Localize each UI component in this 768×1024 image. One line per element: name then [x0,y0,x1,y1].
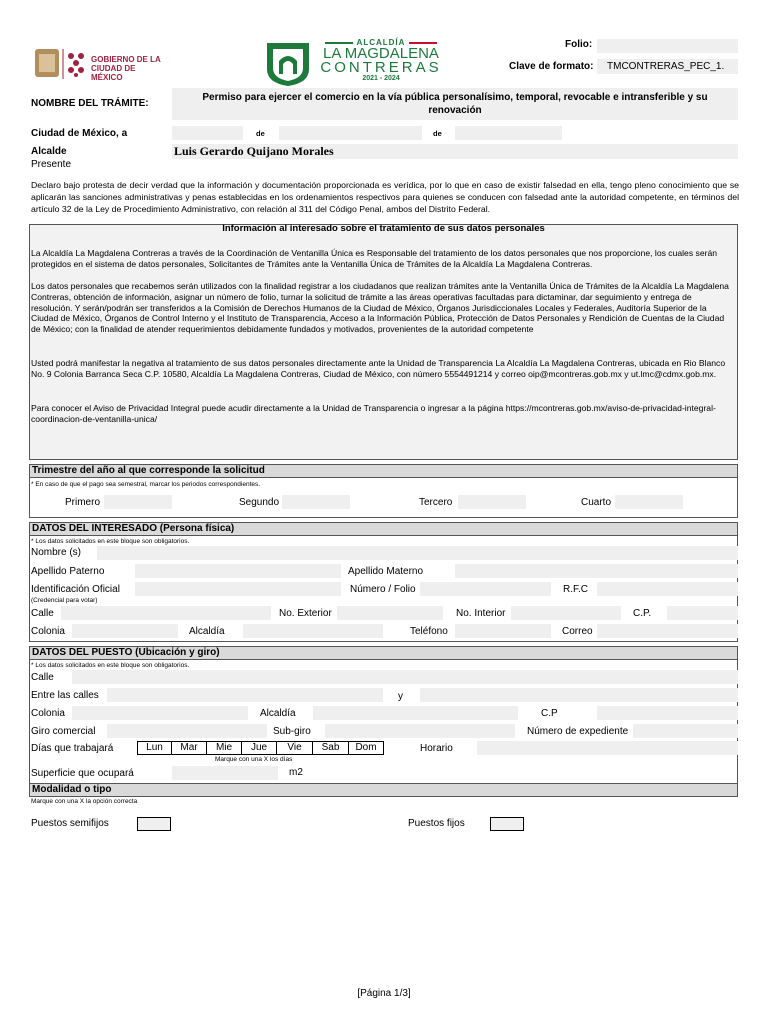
modalidad-note: Marque con una X la opción correcta [31,798,138,805]
trimestre-primero-box[interactable] [104,495,172,509]
dias-label: Días que trabajará [31,743,114,754]
modalidad-title: Modalidad o tipo [29,783,738,797]
dia-vie-box[interactable]: Vie [276,741,313,755]
puesto-colonia-label: Colonia [31,708,65,719]
privacidad-p4: Para conocer el Aviso de Privacidad Integral puede acudir directamente a la Unidad de Transparencia o ingresar a la página https://mcontreras.gob.mx/aviso-de-privacidad-integral-coordinacion-de-ventanilla-unica/ [31,403,716,424]
trimestre-segundo-box[interactable] [282,495,350,509]
entre-calles-y: y [398,691,403,702]
privacidad-p1: La Alcaldía La Magdalena Contreras a través de la Coordinación de Ventanilla Única es Responsable del tratamiento de los datos personales que nos proporcione, los cuales serán protegidos en el sistema de datos personales, Solicitantes de Trámites ante la Ventanilla Única de Trámites de la Alcaldía La Magdalena Contreras. [31,248,718,269]
cp-field[interactable] [667,606,738,620]
ciudad-label: Ciudad de México, a [31,128,128,139]
trimestre-tercero: Tercero [419,497,453,508]
puesto-note: * Los datos solicitados en este bloque son obligatorios. [31,662,190,669]
calle-field[interactable] [61,606,271,620]
fijos-checkbox[interactable] [490,817,524,831]
no-interior-label: No. Interior [456,608,506,619]
clave-formato-label: Clave de formato: [509,61,594,72]
entre-calles-field-1[interactable] [107,688,383,702]
subgiro-field[interactable] [325,724,515,738]
alcaldia-field[interactable] [243,624,383,638]
rfc-field[interactable] [597,582,738,596]
dia-sab-box[interactable]: Sab [312,741,349,755]
alcalde-name: Luis Gerardo Quijano Morales [172,144,738,159]
page-number: [Página 1/3] [357,988,411,999]
calle-label: Calle [31,608,54,619]
semifijos-label: Puestos semifijos [31,818,109,829]
horario-label: Horario [420,743,453,754]
apellido-paterno-label: Apellido Paterno [31,566,105,577]
presente-label: Presente [31,159,72,170]
dia-mie-box[interactable]: Mie [206,741,242,755]
numero-folio-field[interactable] [420,582,551,596]
dia-mar-box[interactable]: Mar [171,741,207,755]
dia-lun-box[interactable]: Lun [137,741,172,755]
puesto-cp-field[interactable] [597,706,738,720]
nombre-field[interactable] [97,546,738,560]
colonia-field[interactable] [72,624,178,638]
colonia-label: Colonia [31,626,65,637]
m2-label: m2 [289,767,303,778]
apellido-materno-label: Apellido Materno [348,566,424,577]
numero-folio-label: Número / Folio [350,584,416,595]
giro-field[interactable] [107,724,267,738]
entre-calles-field-2[interactable] [420,688,738,702]
entre-calles-label: Entre las calles [31,690,99,701]
interesado-title: DATOS DEL INTERESADO (Persona física) [29,522,738,536]
dia-jue-box[interactable]: Jue [241,741,277,755]
dia-dom-box[interactable]: Dom [348,741,384,755]
puesto-alcaldia-label: Alcaldía [260,708,296,719]
trimestre-title: Trimestre del año al que corresponde la solicitud [29,464,738,478]
correo-field[interactable] [597,624,738,638]
tramite-value: Permiso para ejercer el comercio en la vía pública personalísimo, temporal, revocable e intransferible y su renovación [172,88,738,120]
semifijos-checkbox[interactable] [137,817,171,831]
alcaldia-name1: LA MAGDALENA [323,45,439,62]
puesto-calle-field[interactable] [72,670,738,684]
declaracion-text: Declaro bajo protesta de decir verdad que la información y documentación proporcionada es verídica, por lo que en caso de existir falsedad en ella, tengo pleno conocimiento que se aplicarán las sanciones administrativas y penas establecidas en los ordenamientos respectivos para quienes se conducen con falsedad ante la autoridad competente, en términos del artículo 32 de la Ley de Procedimiento Administrativo, con relación al 311 del Código Penal, ambos del Distrito Federal. [31,180,739,214]
giro-label: Giro comercial [31,726,96,737]
privacidad-title: Información al interesado sobre el tratamiento de sus datos personales [222,223,545,234]
apellido-materno-field[interactable] [455,564,738,578]
cp-label: C.P. [633,608,652,619]
fecha-mes-field[interactable] [279,126,422,140]
identificacion-label: Identificación Oficial [31,584,120,595]
no-exterior-label: No. Exterior [279,608,332,619]
fecha-anio-field[interactable] [455,126,562,140]
folio-field[interactable] [597,39,738,53]
telefono-field[interactable] [455,624,551,638]
expediente-field[interactable] [633,724,738,738]
expediente-label: Número de expediente [527,726,629,737]
privacidad-p3: Usted podrá manifestar la negativa al tratamiento de sus datos personales directamente ante la Unidad de Transparencia La Alcaldía La Magdalena Contreras, ubicada en Rio Blanco No. 9 Colonia Barranca Seca C.P. 10580, Alcaldía La Magdalena Contreras, Ciudad de México, con número 5554491214 y correo oip@mcontreras.gob.mx y ut.lmc@cdmx.gob.mx. [31,358,726,379]
fecha-de2: de [433,129,442,138]
rfc-label: R.F.C [563,584,588,595]
dias-note: Marque con una X los días [215,756,293,763]
correo-label: Correo [562,626,593,637]
privacidad-p2: Los datos personales que recabemos serán utilizados con la finalidad registrar a los ciudadanos que realizan trámites ante la Ventanilla Única de Trámites de la Alcaldía La Magdalena Contreras, obtención de información, asignar un número de folio, turnar la solicitud de trámite a las áreas operativas facultadas para dictaminar, dar seguimiento y entrega de resolución. Y serán/podrán ser transferidos a la Comisión de Derechos Humanos de la Ciudad de México, Órganos Jurisdiccionales Locales y Federales, Auditoría Superior de la Ciudad de México, Órganos de Control Interno y el Instituto de Transparencia, Acceso a la Información Pública, Protección de Datos Personales y Rendición de Cuentas de la Ciudad de México; con la finalidad de atender requerimientos debidamente fundados y motivados, provenientes de la autoridad competente [31,281,729,335]
tramite-label: NOMBRE DEL TRÁMITE: [31,98,149,109]
alcaldia-logo [263,37,448,87]
nombre-label: Nombre (s) [31,547,82,558]
superficie-label: Superficie que ocupará [31,768,134,779]
alcaldia-name2: CONTRERAS [320,59,442,76]
cdmx-emblem-icon [33,47,97,81]
trimestre-segundo: Segundo [239,497,280,508]
alcaldia-shield-icon [263,39,313,87]
identificacion-note: (Credencial para votar) [31,597,98,604]
fijos-label: Puestos fijos [408,818,465,829]
telefono-label: Teléfono [410,626,448,637]
alcaldia-years: 2021 - 2024 [362,75,400,82]
trimestre-cuarto: Cuarto [581,497,612,508]
cdmx-logo-line1: GOBIERNO DE LA [91,55,161,64]
trimestre-note: * En caso de que el pago sea semestral, marcar los periodos correspondientes. [31,481,261,488]
trimestre-box [29,464,738,518]
alcaldia-label: Alcaldía [189,626,225,637]
alcaldia-top-text: ALCALDÍA [356,38,406,47]
apellido-paterno-field[interactable] [135,564,341,578]
trimestre-primero: Primero [65,497,101,508]
fecha-de1: de [256,129,265,138]
trimestre-cuarto-box[interactable] [615,495,683,509]
fecha-dia-field[interactable] [172,126,243,140]
no-exterior-field[interactable] [337,606,443,620]
puesto-title: DATOS DEL PUESTO (Ubicación y giro) [29,646,738,660]
horario-field[interactable] [477,741,738,755]
interesado-note: * Los datos solicitados en este bloque son obligatorios. [31,538,190,545]
cdmx-logo-line2: CIUDAD DE MÉXICO [91,64,136,82]
folio-label: Folio: [565,39,593,50]
puesto-colonia-field[interactable] [72,706,248,720]
alcalde-label: Alcalde [31,146,67,157]
subgiro-label: Sub-giro [273,726,311,737]
superficie-field[interactable] [172,766,278,780]
puesto-alcaldia-field[interactable] [313,706,518,720]
clave-formato-field: TMCONTRERAS_PEC_1. [597,59,738,74]
puesto-cp-label: C.P [541,708,558,719]
cdmx-logo [33,47,168,81]
no-interior-field[interactable] [511,606,621,620]
puesto-calle-label: Calle [31,672,54,683]
identificacion-field[interactable] [135,582,341,596]
trimestre-tercero-box[interactable] [458,495,526,509]
